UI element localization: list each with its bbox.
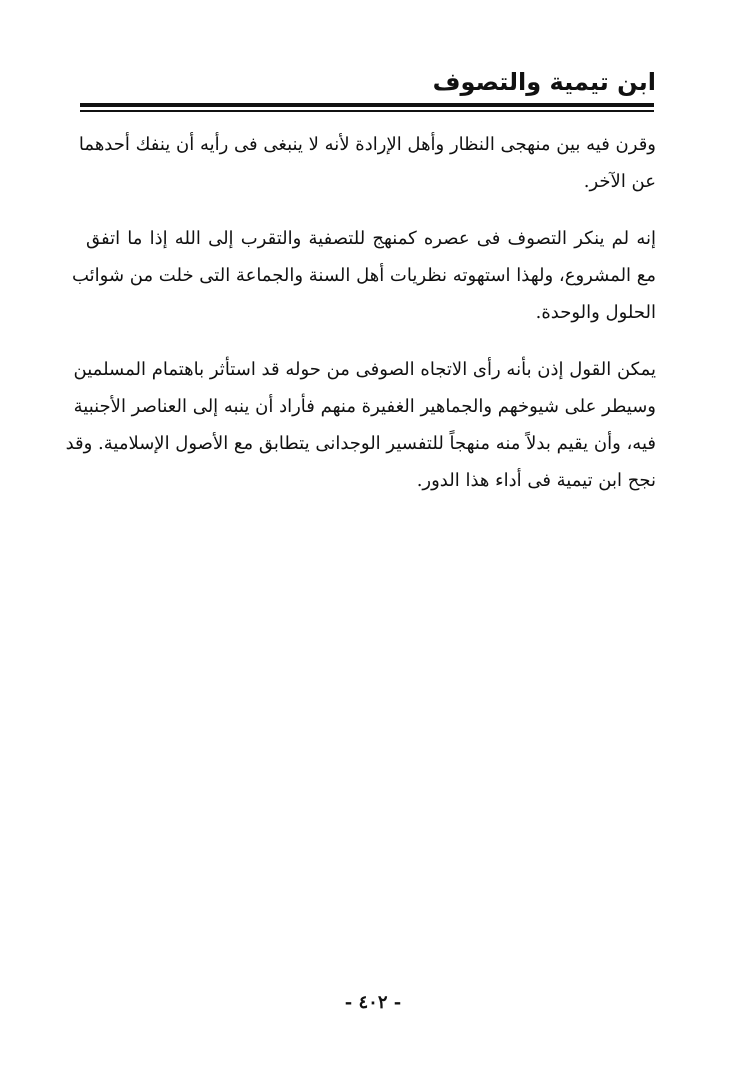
- paragraph-line: مع المشروع، ولهذا استهوته نظريات أهل السنة والجماعة التى خلت من شوائب: [71, 265, 656, 286]
- header-rule-thin-line: [80, 110, 654, 112]
- paragraph-line: الحلول والوحدة.: [535, 302, 656, 323]
- header-rule: [80, 103, 654, 115]
- paragraph-line: يمكن القول إذن بأنه رأى الاتجاه الصوفى من حوله قد استأثر باهتمام المسلمين: [73, 359, 656, 380]
- paragraph-2: [71, 220, 656, 331]
- header-rule-thick-line: [80, 103, 654, 107]
- paragraph-line: وسيطر على شيوخهم والجماهير الغفيرة منهم فأراد أن ينبه إلى العناصر الأجنبية: [73, 396, 656, 417]
- running-header-title: ابن تيمية والتصوف: [432, 68, 656, 96]
- paragraph-3: [65, 351, 656, 499]
- paragraph-line: عن الآخر.: [583, 171, 656, 192]
- page-number: - ٤٠٢ -: [344, 992, 402, 1013]
- paragraph-1: [78, 126, 656, 200]
- paragraph-line: نجح ابن تيمية فى أداء هذا الدور.: [416, 470, 656, 491]
- paragraph-line: فيه، وأن يقيم بدلاً منه منهجاً للتفسير الوجدانى يتطابق مع الأصول الإسلامية. وقد: [65, 433, 656, 454]
- paragraph-line: إنه لم ينكر التصوف فى عصره كمنهج للتصفية والتقرب إلى الله إذا ما اتفق: [86, 228, 656, 249]
- paragraph-line: وقرن فيه بين منهجى النظار وأهل الإرادة لأنه لا ينبغى فى رأيه أن ينفك أحدهما: [78, 134, 656, 155]
- body-text: [65, 126, 656, 499]
